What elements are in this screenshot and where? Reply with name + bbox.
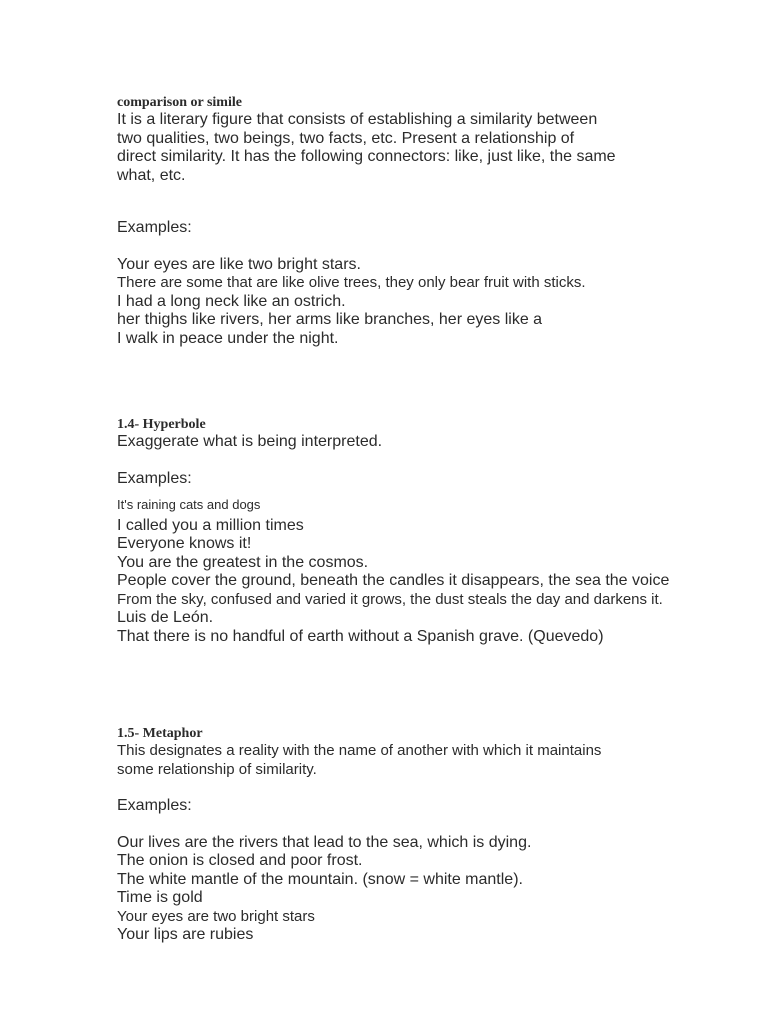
simile-example: I had a long neck like an ostrich. xyxy=(117,292,346,310)
simile-examples-label: Examples: xyxy=(117,219,192,236)
hyperbole-example: It's raining cats and dogs xyxy=(117,497,261,512)
metaphor-example: Our lives are the rivers that lead to the sea, which is dying. xyxy=(117,833,532,851)
simile-example: Your eyes are like two bright stars. xyxy=(117,255,361,273)
hyperbole-example: From the sky, confused and varied it grows, the dust steals the day and darkens it. xyxy=(117,590,663,608)
simile-definition-line: direct similarity. It has the following connectors: like, just like, the same xyxy=(117,148,616,165)
hyperbole-example: I called you a million times xyxy=(117,516,304,534)
metaphor-section xyxy=(117,725,677,945)
simile-definition-line: what, etc. xyxy=(117,166,186,184)
metaphor-example: Your eyes are two bright stars xyxy=(117,907,315,925)
hyperbole-definition: Exaggerate what is being interpreted. xyxy=(117,433,383,450)
metaphor-example: Your lips are rubies xyxy=(117,926,254,943)
metaphor-example: Time is gold xyxy=(117,889,203,906)
hyperbole-example: Everyone knows it! xyxy=(117,535,252,552)
hyperbole-example: You are the greatest in the cosmos. xyxy=(117,553,369,571)
metaphor-example: The white mantle of the mountain. (snow = white mantle). xyxy=(117,870,523,888)
simile-example: I walk in peace under the night. xyxy=(117,329,339,347)
metaphor-definition-line: This designates a reality with the name of another with which it maintains xyxy=(117,742,602,759)
metaphor-heading: 1.5- Metaphor xyxy=(117,726,203,741)
hyperbole-section xyxy=(117,416,677,646)
simile-definition-line: It is a literary figure that consists of establishing a similarity between xyxy=(117,111,598,128)
metaphor-definition-line: some relationship of similarity. xyxy=(117,760,317,778)
simile-examples xyxy=(117,219,677,348)
simile-heading: comparison or simile xyxy=(117,95,242,110)
metaphor-example: The onion is closed and poor frost. xyxy=(117,852,363,869)
hyperbole-heading: 1.4- Hyperbole xyxy=(117,417,206,432)
simile-example: her thighs like rivers, her arms like branches, her eyes like a xyxy=(117,311,543,328)
simile-example: There are some that are like olive trees, they only bear fruit with sticks. xyxy=(117,274,586,291)
metaphor-examples-label: Examples: xyxy=(117,797,192,814)
hyperbole-examples-label: Examples: xyxy=(117,469,192,487)
simile-section xyxy=(117,94,677,185)
hyperbole-example: That there is no handful of earth without a Spanish grave. (Quevedo) xyxy=(117,627,604,645)
hyperbole-example: People cover the ground, beneath the candles it disappears, the sea the voice xyxy=(117,572,670,589)
hyperbole-example: Luis de León. xyxy=(117,609,214,626)
simile-definition-line: two qualities, two beings, two facts, etc. Present a relationship of xyxy=(117,129,575,147)
